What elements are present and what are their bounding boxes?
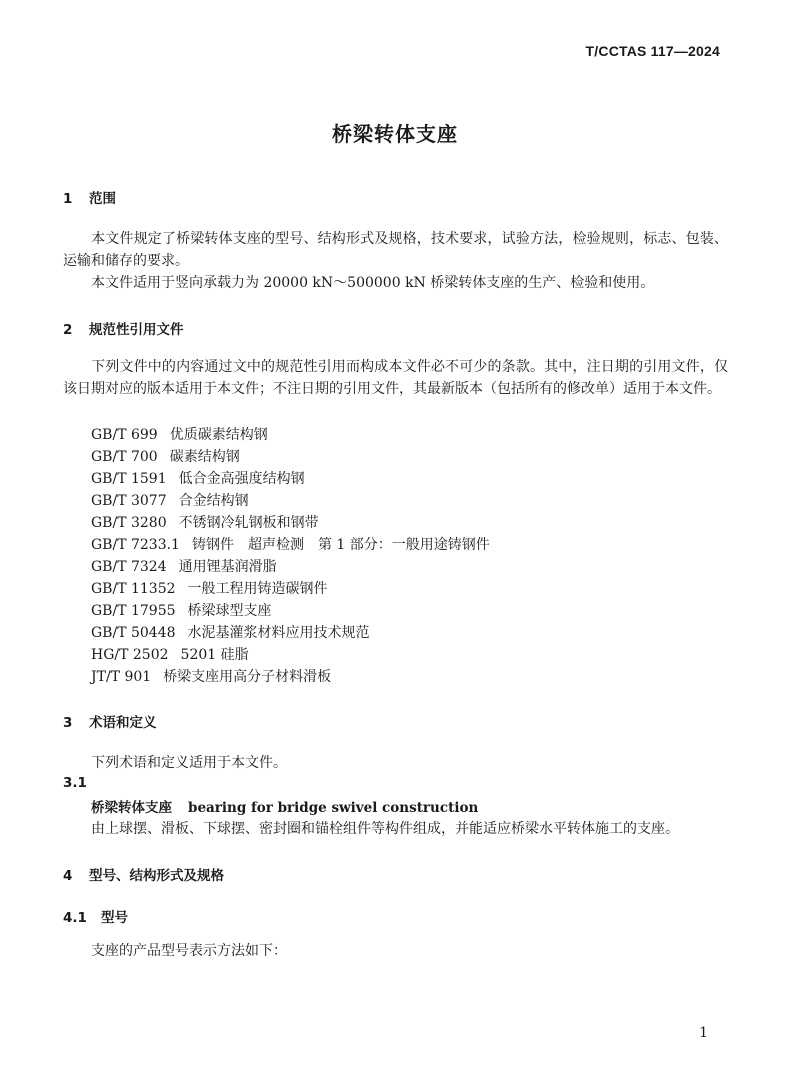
section-2-number: 2 xyxy=(63,322,73,338)
section-3-number: 3 xyxy=(63,715,73,731)
section-2-intro xyxy=(63,356,728,400)
section-3-title: 术语和定义 xyxy=(89,715,157,731)
section-2-heading xyxy=(63,318,184,338)
section-1-number: 1 xyxy=(63,191,73,207)
section-1-heading xyxy=(63,187,116,207)
reference-item xyxy=(91,622,370,644)
reference-name: 不锈钢冷轧钢板和钢带 xyxy=(178,515,319,531)
section-3-heading xyxy=(63,711,157,731)
reference-code: GB/T 3077 xyxy=(91,493,167,509)
section-4-number: 4 xyxy=(63,868,73,884)
reference-code: GB/T 7233.1 xyxy=(91,537,180,553)
reference-code: GB/T 699 xyxy=(91,427,158,443)
document-title: 桥梁转体支座 xyxy=(332,122,458,146)
reference-name: 一般工程用铸造碳钢件 xyxy=(187,581,328,597)
reference-name: 合金结构钢 xyxy=(178,493,249,509)
term-chinese: 桥梁转体支座 xyxy=(91,800,172,816)
term-number: 3.1 xyxy=(63,775,87,791)
reference-name: 优质碳素结构钢 xyxy=(169,427,268,443)
term-english: bearing for bridge swivel construction xyxy=(188,800,479,816)
section-1-title: 范围 xyxy=(89,191,116,207)
reference-item xyxy=(91,490,249,512)
reference-code: JT/T 901 xyxy=(91,669,152,685)
page-number: 1 xyxy=(699,1025,708,1041)
reference-item xyxy=(91,468,305,490)
reference-item xyxy=(91,446,240,468)
reference-name: 桥梁支座用高分子材料滑板 xyxy=(163,669,332,685)
reference-code: HG/T 2502 xyxy=(91,647,169,663)
reference-item xyxy=(91,424,268,446)
section-1-paragraph-2 xyxy=(63,272,728,294)
section-4-heading xyxy=(63,864,224,884)
reference-name: 低合金高强度结构钢 xyxy=(178,471,305,487)
reference-item xyxy=(91,578,328,600)
reference-name: 5201 硅脂 xyxy=(180,647,249,663)
reference-item xyxy=(91,666,331,688)
section-1-paragraph-1-text: 本文件规定了桥梁转体支座的型号、结构形式及规格，技术要求，试验方法，检验规则，标志、包装、运输和储存的要求。 xyxy=(63,231,728,269)
section-4-1-number: 4.1 xyxy=(63,910,87,926)
section-3-intro: 下列术语和定义适用于本文件。 xyxy=(91,755,287,771)
reference-code: GB/T 7324 xyxy=(91,559,167,575)
term-entry xyxy=(91,796,478,816)
section-1-paragraph-1 xyxy=(63,228,728,272)
reference-code: GB/T 50448 xyxy=(91,625,176,641)
section-4-1-paragraph: 支座的产品型号表示方法如下： xyxy=(91,943,287,959)
reference-code: GB/T 11352 xyxy=(91,581,176,597)
reference-code: GB/T 3280 xyxy=(91,515,167,531)
reference-item xyxy=(91,534,490,556)
section-4-1-heading xyxy=(63,906,128,926)
section-2-intro-text: 下列文件中的内容通过文中的规范性引用而构成本文件必不可少的条款。其中，注日期的引用文件，仅该日期对应的版本适用于本文件；不注日期的引用文件，其最新版本（包括所有的修改单）适用于本文件。 xyxy=(63,359,728,397)
reference-code: GB/T 1591 xyxy=(91,471,167,487)
section-4-1-title: 型号 xyxy=(101,910,128,926)
reference-item xyxy=(91,512,319,534)
section-4-title: 型号、结构形式及规格 xyxy=(89,868,224,884)
reference-name: 桥梁球型支座 xyxy=(187,603,272,619)
reference-code: GB/T 17955 xyxy=(91,603,176,619)
document-code: T/CCTAS 117—2024 xyxy=(585,43,720,59)
reference-item xyxy=(91,644,249,666)
reference-name: 铸钢件 超声检测 第 1 部分：一般用途铸钢件 xyxy=(191,537,490,553)
reference-item xyxy=(91,600,272,622)
section-1-paragraph-2-text: 本文件适用于竖向承载力为 20000 kN～500000 kN 桥梁转体支座的生产、检验和使用。 xyxy=(91,275,655,291)
reference-name: 通用锂基润滑脂 xyxy=(178,559,277,575)
reference-item xyxy=(91,556,277,578)
reference-code: GB/T 700 xyxy=(91,449,158,465)
reference-name: 碳素结构钢 xyxy=(169,449,240,465)
reference-name: 水泥基灌浆材料应用技术规范 xyxy=(187,625,370,641)
section-2-title: 规范性引用文件 xyxy=(89,322,184,338)
term-definition: 由上球摆、滑板、下球摆、密封圈和锚栓组件等构件组成，并能适应桥梁水平转体施工的支座。 xyxy=(91,821,679,837)
